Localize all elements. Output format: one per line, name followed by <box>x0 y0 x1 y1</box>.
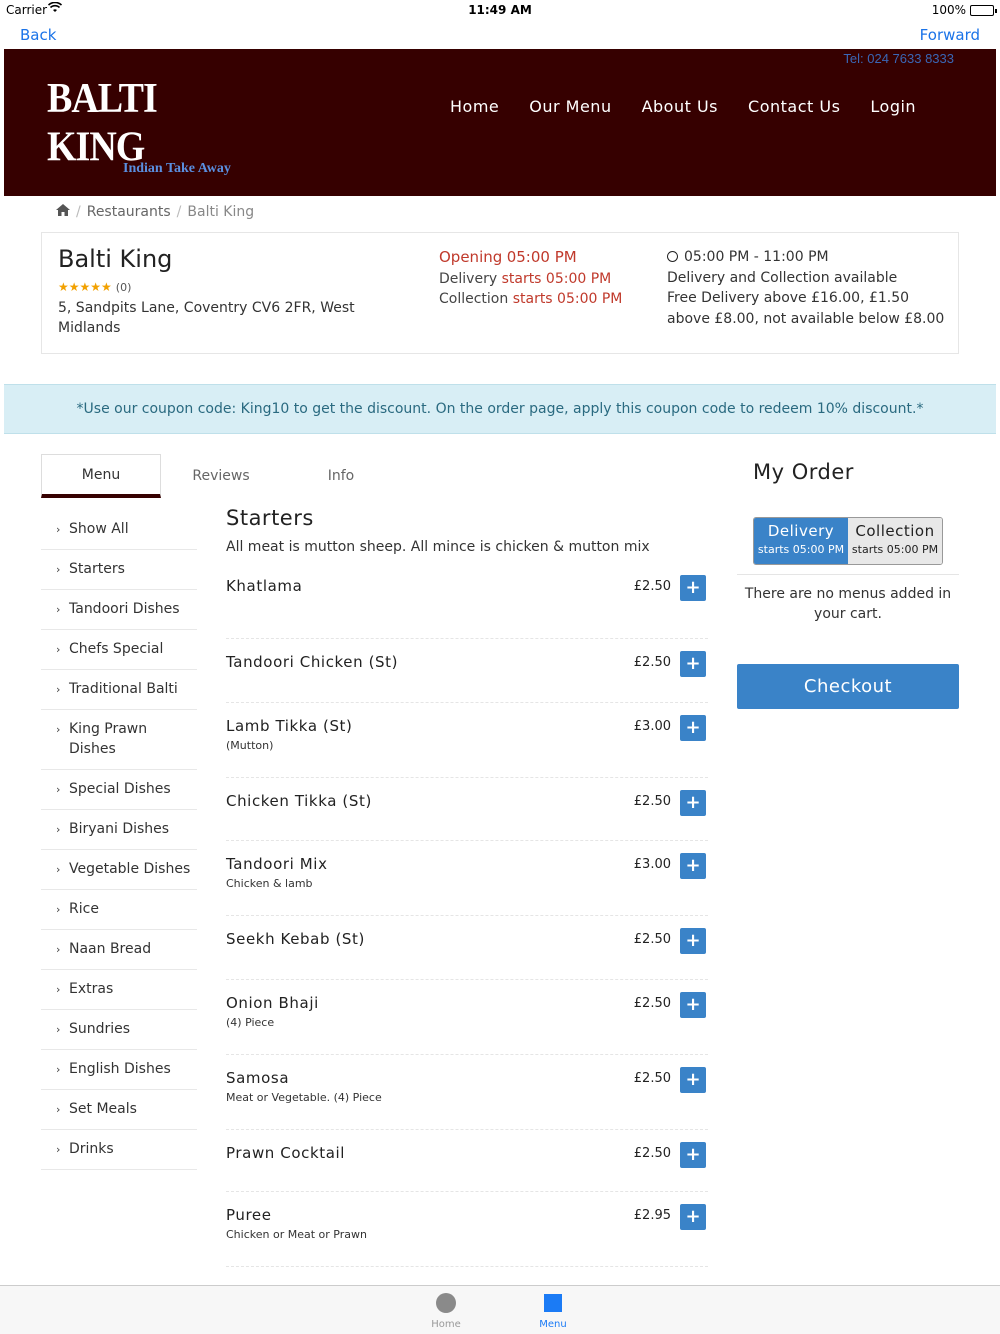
collection-label: Collection <box>855 522 935 540</box>
menu-item-price: £3.00 <box>633 719 671 734</box>
tabbar-home-label: Home <box>431 1319 461 1330</box>
menu-item-name: Tandoori Mix <box>226 855 328 873</box>
restaurant-address: 5, Sandpits Lane, Coventry CV6 2FR, West Midlands <box>58 300 355 336</box>
menu-item-name: Khatlama <box>226 577 303 595</box>
collection-start-line: Collection starts 05:00 PM <box>439 291 623 307</box>
category-item[interactable] <box>41 670 197 710</box>
category-label: Biryani Dishes <box>69 821 170 837</box>
menu-item-price: £2.50 <box>633 996 671 1011</box>
menu-item-name: Seekh Kebab (St) <box>226 930 365 948</box>
restaurant-name: Balti King <box>58 245 173 273</box>
empty-cart-message: There are no menus added in your cart. <box>744 586 952 622</box>
menu-item <box>226 1192 708 1267</box>
breadcrumb-current: Balti King <box>187 204 255 220</box>
add-to-cart-button[interactable]: + <box>680 992 706 1018</box>
chevron-right-icon: › <box>56 1143 61 1156</box>
menu-item-list <box>226 577 708 1267</box>
opening-times <box>439 247 622 310</box>
chevron-right-icon: › <box>56 823 61 836</box>
site-logo[interactable] <box>47 75 257 177</box>
menu-item-name: Onion Bhaji <box>226 994 319 1012</box>
chevron-right-icon: › <box>56 983 61 996</box>
menu-item <box>226 703 708 778</box>
category-list <box>41 510 197 1170</box>
chevron-right-icon: › <box>56 783 61 796</box>
category-item[interactable] <box>41 1090 197 1130</box>
menu-item-price: £2.50 <box>633 794 671 809</box>
order-title: My Order <box>753 460 854 484</box>
star-rating <box>58 280 131 294</box>
category-label: King Prawn Dishes <box>69 721 148 757</box>
opening-hours: 05:00 PM - 11:00 PM <box>684 249 829 265</box>
add-to-cart-button[interactable]: + <box>680 790 706 816</box>
nav-about-us[interactable]: About Us <box>641 97 719 116</box>
menu-item-description: Chicken or Meat or Prawn <box>226 1228 367 1241</box>
category-item[interactable] <box>41 930 197 970</box>
breadcrumb-restaurants[interactable]: Restaurants <box>86 204 171 220</box>
menu-section <box>226 506 708 1267</box>
star-icons: ★★★★★ <box>58 280 112 294</box>
menu-item-description: (Mutton) <box>226 739 274 752</box>
category-label: Chefs Special <box>69 641 164 657</box>
category-label: Special Dishes <box>69 781 171 797</box>
category-item[interactable] <box>41 1130 197 1170</box>
menu-item-description: Meat or Vegetable. (4) Piece <box>226 1091 382 1104</box>
checkout-button[interactable]: Checkout <box>737 664 959 709</box>
menu-item-price: £2.50 <box>633 932 671 947</box>
menu-item-name: Samosa <box>226 1069 290 1087</box>
clock-icon <box>667 251 678 262</box>
category-item[interactable] <box>41 810 197 850</box>
chevron-right-icon: › <box>56 1103 61 1116</box>
breadcrumb-separator: / <box>176 204 182 220</box>
nav-contact-us[interactable]: Contact Us <box>748 97 841 116</box>
category-label: Vegetable Dishes <box>69 861 191 877</box>
chevron-right-icon: › <box>56 603 61 616</box>
category-label: Drinks <box>69 1141 114 1157</box>
category-item[interactable] <box>41 590 197 630</box>
breadcrumb-separator: / <box>76 204 81 220</box>
tab-reviews[interactable]: Reviews <box>192 468 250 484</box>
chevron-right-icon: › <box>56 863 61 876</box>
add-to-cart-button[interactable]: + <box>680 575 706 601</box>
category-label: Traditional Balti <box>69 681 178 697</box>
category-label: Show All <box>69 521 129 537</box>
home-tab-icon <box>436 1293 456 1313</box>
delivery-start: starts 05:00 PM <box>757 543 845 556</box>
section-title: Starters <box>226 506 314 530</box>
coupon-banner: *Use our coupon code: King10 to get the discount. On the order page, apply this coupon code to redeem 10% discount.* <box>4 384 996 434</box>
menu-item-description: Chicken & lamb <box>226 877 313 890</box>
battery-indicator <box>932 3 994 17</box>
category-label: Extras <box>69 981 114 997</box>
divider <box>737 574 959 575</box>
clock: 11:49 AM <box>468 3 532 17</box>
forward-button[interactable]: Forward <box>919 26 980 44</box>
chevron-right-icon: › <box>56 643 61 656</box>
category-label: Sundries <box>69 1021 131 1037</box>
category-item[interactable] <box>41 970 197 1010</box>
category-item[interactable] <box>41 890 197 930</box>
chevron-right-icon: › <box>56 903 61 916</box>
category-label: Tandoori Dishes <box>69 601 180 617</box>
order-type-toggle <box>753 517 943 565</box>
category-item[interactable] <box>41 1010 197 1050</box>
chevron-right-icon: › <box>56 563 61 576</box>
delivery-option[interactable] <box>754 518 848 564</box>
menu-item-name: Puree <box>226 1206 272 1224</box>
menu-item <box>226 1130 708 1192</box>
category-label: Rice <box>69 901 99 917</box>
carrier-label: Carrier <box>6 3 48 17</box>
menu-item <box>226 916 708 980</box>
nav-our-menu[interactable]: Our Menu <box>529 97 612 116</box>
collection-option[interactable] <box>848 518 942 564</box>
chevron-right-icon: › <box>56 1023 61 1036</box>
add-to-cart-button[interactable]: + <box>680 1142 706 1168</box>
tab-menu[interactable]: Menu <box>41 454 161 498</box>
menu-item-name: Prawn Cocktail <box>226 1144 346 1162</box>
menu-item-price: £3.00 <box>633 857 671 872</box>
delivery-policy: Free Delivery above £16.00, £1.50 above £8.00, not available below £8.00 <box>667 290 945 327</box>
site-header <box>4 49 996 196</box>
delivery-label: Delivery <box>767 522 835 540</box>
menu-item-name: Chicken Tikka (St) <box>226 792 372 810</box>
restaurant-info-card <box>41 232 959 354</box>
menu-item-name: Lamb Tikka (St) <box>226 717 353 735</box>
availability-text: Delivery and Collection available <box>667 269 898 286</box>
battery-icon <box>970 5 994 16</box>
collection-start: starts 05:00 PM <box>851 543 939 556</box>
menu-item-price: £2.50 <box>633 579 671 594</box>
menu-item-price: £2.50 <box>633 1071 671 1086</box>
menu-item <box>226 1055 708 1130</box>
chevron-right-icon: › <box>56 683 61 696</box>
bottom-tab-bar <box>0 1285 1000 1334</box>
menu-item-price: £2.95 <box>633 1208 671 1223</box>
menu-tab-icon <box>544 1294 562 1312</box>
chevron-right-icon: › <box>56 1063 61 1076</box>
home-icon[interactable] <box>56 204 70 220</box>
order-panel <box>737 460 959 697</box>
add-to-cart-button[interactable]: + <box>680 651 706 677</box>
add-to-cart-button[interactable]: + <box>680 1067 706 1093</box>
status-bar <box>0 0 1000 20</box>
add-to-cart-button[interactable]: + <box>680 853 706 879</box>
category-item[interactable] <box>41 1050 197 1090</box>
logo-name: BALTI KING <box>47 75 157 171</box>
rating-count: (0) <box>115 280 132 294</box>
chevron-right-icon: › <box>56 943 61 956</box>
menu-item <box>226 980 708 1055</box>
menu-item <box>226 639 708 703</box>
tabbar-menu-label: Menu <box>539 1319 567 1330</box>
menu-item <box>226 577 708 639</box>
opening-line: Opening 05:00 PM <box>439 248 577 266</box>
nav-login[interactable]: Login <box>870 97 917 116</box>
add-to-cart-button[interactable]: + <box>680 928 706 954</box>
menu-item-name: Tandoori Chicken (St) <box>226 653 399 671</box>
category-item[interactable] <box>41 850 197 890</box>
menu-item <box>226 841 708 916</box>
category-item[interactable] <box>41 710 197 770</box>
category-item[interactable] <box>41 510 197 550</box>
delivery-start-line: Delivery starts 05:00 PM <box>439 270 612 287</box>
battery-percent: 100% <box>931 3 966 17</box>
chevron-right-icon: › <box>56 723 61 736</box>
menu-item <box>226 778 708 841</box>
logo-subtitle: Indian Take Away <box>123 161 231 176</box>
section-description: All meat is mutton sheep. All mince is chicken & mutton mix <box>226 539 650 555</box>
content-tabs <box>41 454 401 498</box>
category-item[interactable] <box>41 630 197 670</box>
delivery-info <box>667 247 947 329</box>
menu-item-price: £2.50 <box>633 1146 671 1161</box>
category-label: Starters <box>69 561 125 577</box>
tab-info[interactable]: Info <box>327 468 355 484</box>
breadcrumb <box>56 204 254 220</box>
category-label: Set Meals <box>69 1101 137 1117</box>
nav-home[interactable]: Home <box>450 97 500 116</box>
category-item[interactable] <box>41 550 197 590</box>
main-nav <box>450 97 916 116</box>
add-to-cart-button[interactable]: + <box>680 1204 706 1230</box>
tabbar-home[interactable] <box>416 1293 476 1330</box>
add-to-cart-button[interactable]: + <box>680 715 706 741</box>
category-label: English Dishes <box>69 1061 171 1077</box>
menu-item-price: £2.50 <box>633 655 671 670</box>
back-button[interactable]: Back <box>20 26 57 44</box>
category-label: Naan Bread <box>69 941 152 957</box>
menu-item-description: (4) Piece <box>226 1016 275 1029</box>
phone-number[interactable]: Tel: 024 7633 8333 <box>843 51 954 66</box>
chevron-right-icon: › <box>56 523 61 536</box>
tabbar-menu[interactable] <box>523 1293 583 1330</box>
category-item[interactable] <box>41 770 197 810</box>
